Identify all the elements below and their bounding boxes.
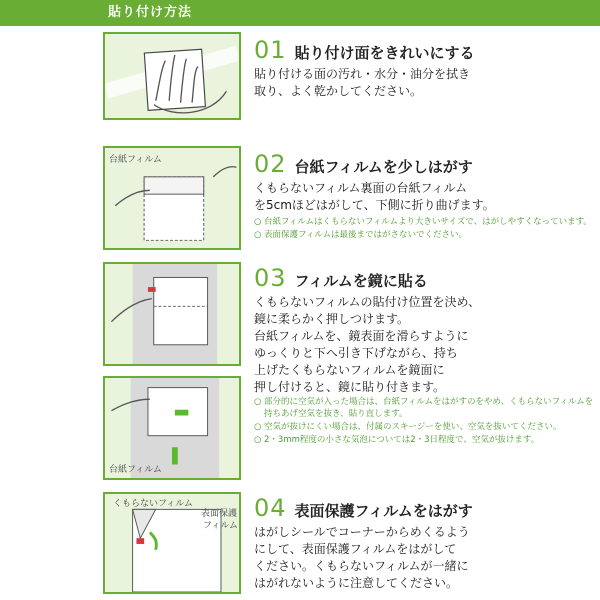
step-1-number: 01 <box>254 36 287 64</box>
step-3-header <box>254 264 428 292</box>
illus-label-protective-film-a: 表面保護 <box>201 509 238 519</box>
step-2-line: を5cmほどはがして、下側に折り曲げます。 <box>254 198 495 212</box>
step-2-body <box>254 180 594 214</box>
step-4-title: 表面保護フィルムをはがす <box>294 502 473 520</box>
step-3-number: 03 <box>254 264 287 292</box>
illus-label-backing-film: 台紙フィルム <box>109 465 162 475</box>
step-1-title: 貼り付け面をきれいにする <box>294 44 475 62</box>
step-3-illustration-top <box>103 262 241 366</box>
step-2-line: くもらないフィルム裏面の台紙フィルム <box>254 181 468 195</box>
step-3-illustration-bottom <box>103 376 241 480</box>
step-3-line: 押し付けると、鏡に貼り付きます。 <box>254 380 446 394</box>
step-2-title: 台紙フィルムを少しはがす <box>294 158 473 176</box>
step-2-note: ○ 表面保護フィルムは最後まではがさないでください。 <box>254 229 594 241</box>
step-2-header <box>254 150 473 178</box>
page-title: 貼り付け方法 <box>108 5 193 20</box>
step-3-line: 台紙フィルムを、鏡表面を滑らすように <box>254 329 469 343</box>
step-4-line: はがしシールでコーナーからめくるよう <box>254 525 470 539</box>
step-2-note: ○ 台紙フィルムはくもらないフィルムより大きいサイズで、はがしやすくなっています。 <box>254 216 594 228</box>
step-4-header <box>254 494 473 522</box>
step-4-illustration <box>103 492 241 594</box>
step-1-illustration <box>103 32 241 120</box>
step-4-number: 04 <box>254 494 287 522</box>
step-3-notes <box>254 396 594 447</box>
wipe-with-cloth-icon <box>105 34 239 118</box>
step-4-body <box>254 524 594 592</box>
step-4-line: にして、表面保護フィルムをはがして <box>254 542 457 556</box>
step-4-line: はがれないように注意してください。 <box>254 576 459 590</box>
step-3-body <box>254 294 594 396</box>
section-header <box>0 0 600 26</box>
illus-label-protective-film-b: フィルム <box>203 521 238 531</box>
illus-label-backing-film: 台紙フィルム <box>109 155 162 165</box>
step-3-note: ○ 空気が抜けにくい場合は、付属のスキージーを使い、空気を抜いてください。 <box>254 421 594 433</box>
step-1-header <box>254 36 475 64</box>
illus-label-antifog-film: くもらないフィルム <box>113 499 193 509</box>
step-1-line: 取り、よく乾かしてください。 <box>254 84 423 98</box>
step-2-illustration <box>103 146 241 250</box>
step-3-line: 上げたくもらないフィルムを鏡面に <box>254 363 445 377</box>
step-3-note: ○ 部分的に空気が入った場合は、台紙フィルムをはがすのをやめ、くもらないフィルムを持ちあげ空気を抜き、貼り直します。 <box>254 396 594 420</box>
step-3-line: 鏡に柔らかく押しつけます。 <box>254 312 410 326</box>
step-4-line: ください。くもらないフィルムが一緒に <box>254 559 469 573</box>
step-1-body <box>254 66 594 100</box>
step-3-line: くもらないフィルムの貼付け位置を決め、 <box>254 295 481 309</box>
apply-film-to-mirror-icon <box>105 264 239 364</box>
step-3-note: ○ 2・3mm程度の小さな気泡については2・3日程度で、空気が抜けます。 <box>254 434 594 446</box>
step-2-notes <box>254 216 594 242</box>
step-2-number: 02 <box>254 150 287 178</box>
step-3-line: ゆっくりと下へ引き下げながら、持ち <box>254 346 458 360</box>
step-3-title: フィルムを鏡に貼る <box>294 272 428 290</box>
step-1-line: 貼り付ける面の汚れ・水分・油分を拭き <box>254 67 471 81</box>
